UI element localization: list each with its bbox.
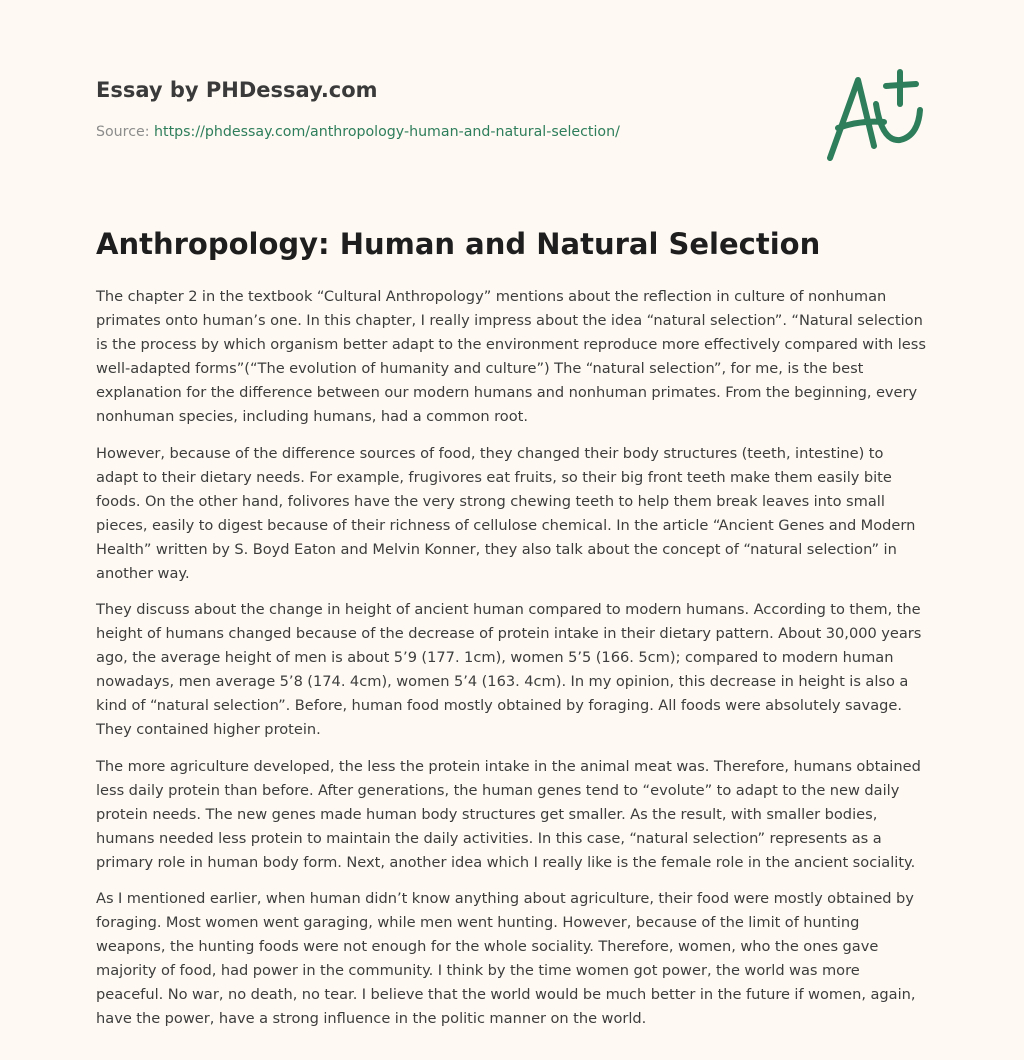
essay-body bbox=[96, 285, 926, 1044]
essay-paragraph: They discuss about the change in height of ancient human compared to modern humans. According to them, the height of humans changed because of the decrease of protein intake in their dietary pattern. About 30,000 years ago, the average height of men is about 5’9 (177. 1cm), women 5’5 (166. 5cm); compared to modern human nowadays, men average 5’8 (174. 4cm), women 5’4 (163. 4cm). In my opinion, this decrease in height is also a kind of “natural selection”. Before, human food mostly obtained by foraging. All foods were absolutely savage. They contained higher protein. bbox=[96, 601, 922, 738]
essay-paragraph: The chapter 2 in the textbook “Cultural Anthropology” mentions about the reflection in culture of nonhuman primates onto human’s one. In this chapter, I really impress about the idea “natural selection”. “Natural selection is the process by which organism better adapt to the environment reproduce more effectively compared with less well-adapted forms”(“The evolution of humanity and culture”) The “natural selection”, for me, is the best explanation for the difference between our modern humans and nonhuman primates. From the beginning, every nonhuman species, including humans, had a common root. bbox=[96, 288, 926, 425]
essay-paragraph: As I mentioned earlier, when human didn’t know anything about agriculture, their food were mostly obtained by foraging. Most women went garaging, while men went hunting. However, because of the limit of hunting weapons, the hunting foods were not enough for the whole sociality. Therefore, women, who the ones gave majority of food, had power in the community. I think by the time women got power, the world was more peaceful. No war, no death, no tear. I believe that the world would be much better in the future if women, again, have the power, have a strong influence in the politic manner on the world. bbox=[96, 890, 916, 1027]
source-line bbox=[96, 124, 620, 140]
essay-title: Anthropology: Human and Natural Selection bbox=[96, 227, 821, 261]
source-link[interactable]: https://phdessay.com/anthropology-human-and-natural-selection/ bbox=[154, 124, 620, 140]
a-plus-logo-svg bbox=[820, 66, 930, 166]
essay-paragraph: However, because of the difference sources of food, they changed their body structures (teeth, intestine) to adapt to their dietary needs. For example, frugivores eat fruits, so their big front teeth make them easily bite foods. On the other hand, folivores have the very strong chewing teeth to help them break leaves into small pieces, easily to digest because of their richness of cellulose chemical. In the article “Ancient Genes and Modern Health” written by S. Boyd Eaton and Melvin Konner, they also talk about the concept of “natural selection” in another way. bbox=[96, 444, 916, 582]
page-header bbox=[96, 76, 696, 140]
a-plus-logo-icon bbox=[820, 66, 930, 166]
site-brand: Essay by PHDessay.com bbox=[96, 78, 378, 102]
essay-paragraph: The more agriculture developed, the less the protein intake in the animal meat was. Therefore, humans obtained less daily protein than before. After generations, the human genes tend to “evolute” to adapt to the new daily protein needs. The new genes made human body structures get smaller. As the result, with smaller bodies, humans needed less protein to maintain the daily activities. In this case, “natural selection” represents as a primary role in human body form. Next, another idea which I really like is the female role in the ancient sociality. bbox=[96, 757, 921, 871]
source-label: Source: bbox=[96, 124, 155, 140]
